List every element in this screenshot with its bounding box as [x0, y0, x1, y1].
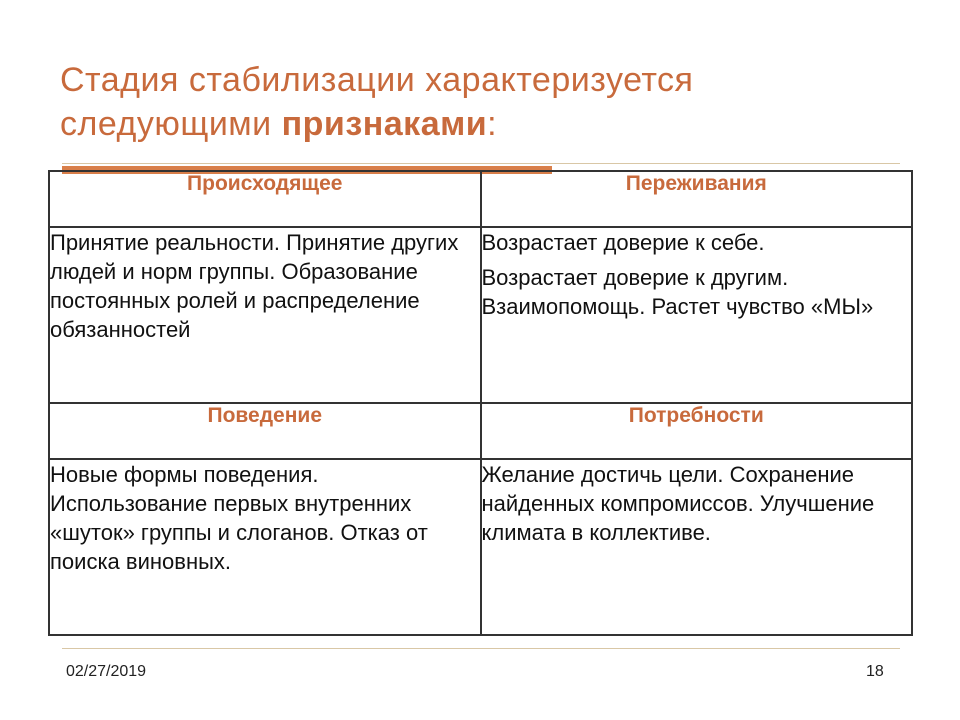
table-header-row-2: [49, 403, 912, 459]
footer-divider: [62, 648, 900, 649]
cell-needs-text: Желание достичь цели. Сохранение найденных компромиссов. Улучшение климата в коллективе.: [481, 462, 875, 545]
title-line-2: следующими: [60, 105, 282, 143]
cell-feelings-text-1: Возрастает доверие к себе.: [481, 230, 765, 255]
table-row-1: [49, 227, 912, 403]
cell-feelings: [481, 227, 913, 403]
cell-happening-text: Принятие реальности. Принятие других людей и норм группы. Образование постоянных ролей и распределение обязанностей: [50, 230, 459, 342]
cell-feelings-text-2: Возрастает доверие к другим. Взаимопомощь. Растет чувство «МЫ»: [481, 265, 874, 319]
cell-needs: [481, 459, 913, 635]
header-happening: Происходящее: [49, 171, 481, 227]
title-divider-thin: [62, 163, 900, 164]
cell-happening: [49, 227, 481, 403]
table-row-2: [49, 459, 912, 635]
cell-behavior: [49, 459, 481, 635]
header-behavior: Поведение: [49, 403, 481, 459]
header-needs: Потребности: [481, 403, 913, 459]
table-header-row-1: [49, 171, 912, 227]
header-feelings: Переживания: [481, 171, 913, 227]
slide-title: [60, 58, 920, 146]
cell-behavior-text: Новые формы поведения. Использование первых внутренних «шуток» группы и слоганов. Отказ от поиска виновных.: [50, 462, 428, 574]
title-bold-word: признаками: [281, 105, 488, 143]
title-colon: :: [487, 105, 498, 143]
stage-features-table: [48, 170, 913, 636]
title-line-1: Стадия стабилизации характеризуется: [60, 61, 694, 99]
footer-date: 02/27/2019: [66, 663, 147, 680]
page-number: 18: [866, 663, 884, 680]
